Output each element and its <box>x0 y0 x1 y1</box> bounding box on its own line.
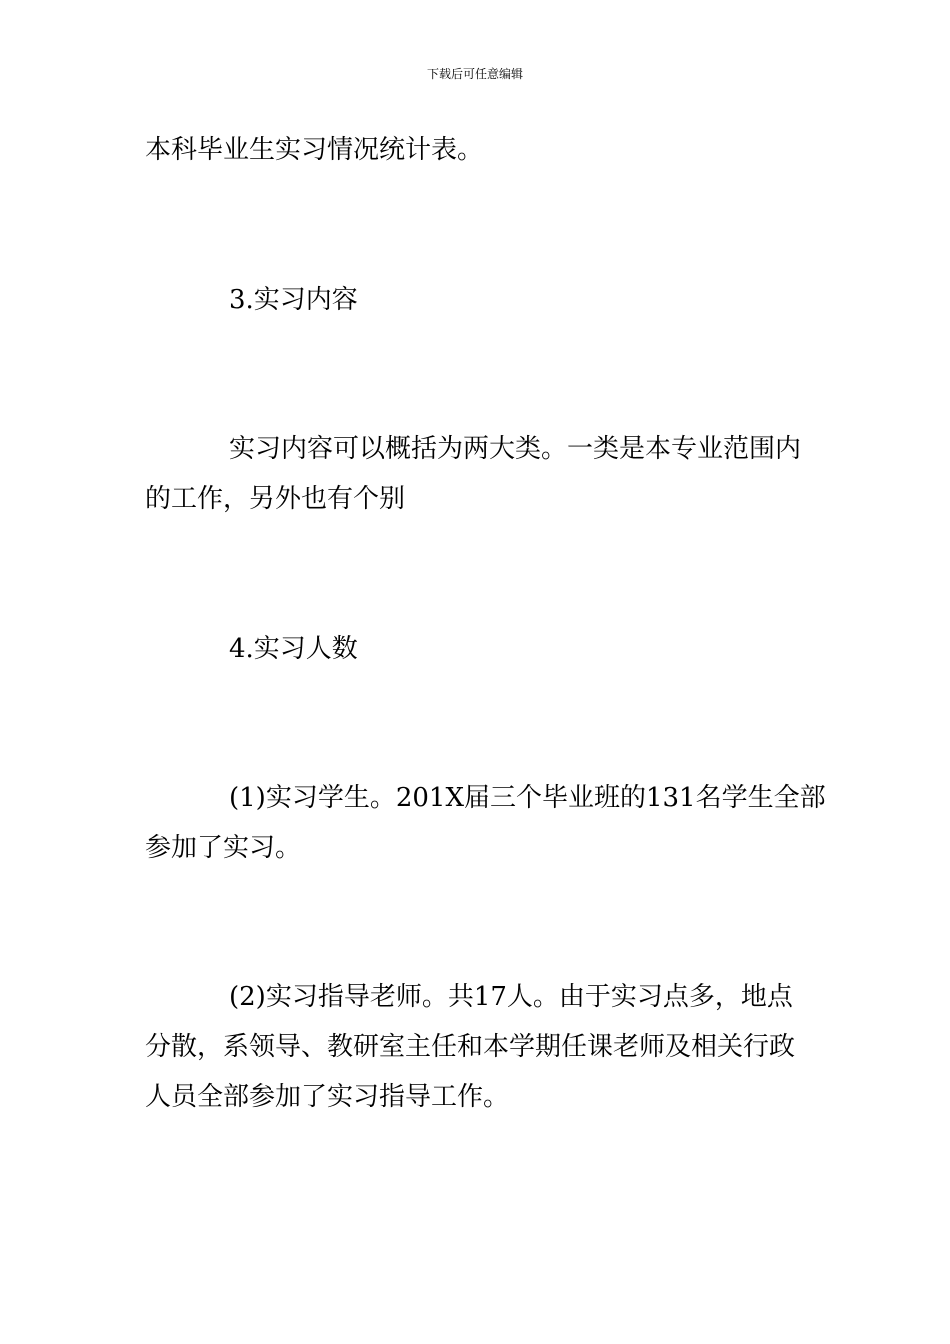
paragraph-line: 本科毕业生实习情况统计表。 <box>145 135 484 165</box>
paragraph-line: (2)实习指导老师。共17人。由于实习点多，地点 <box>229 982 793 1012</box>
section-heading: 4.实习人数 <box>229 634 358 664</box>
paragraph-line: 实习内容可以概括为两大类。一类是本专业范围内 <box>229 434 802 464</box>
section-heading: 3.实习内容 <box>229 285 358 315</box>
header-note: 下载后可任意编辑 <box>426 67 523 81</box>
paragraph-line: (1)实习学生。201X届三个毕业班的131名学生全部 <box>229 783 826 813</box>
paragraph-line: 人员全部参加了实习指导工作。 <box>145 1082 510 1112</box>
paragraph-line: 参加了实习。 <box>145 833 302 863</box>
paragraph-line: 的工作，另外也有个别 <box>145 484 406 514</box>
paragraph-line: 分散，系领导、教研室主任和本学期任课老师及相关行政 <box>145 1032 796 1062</box>
